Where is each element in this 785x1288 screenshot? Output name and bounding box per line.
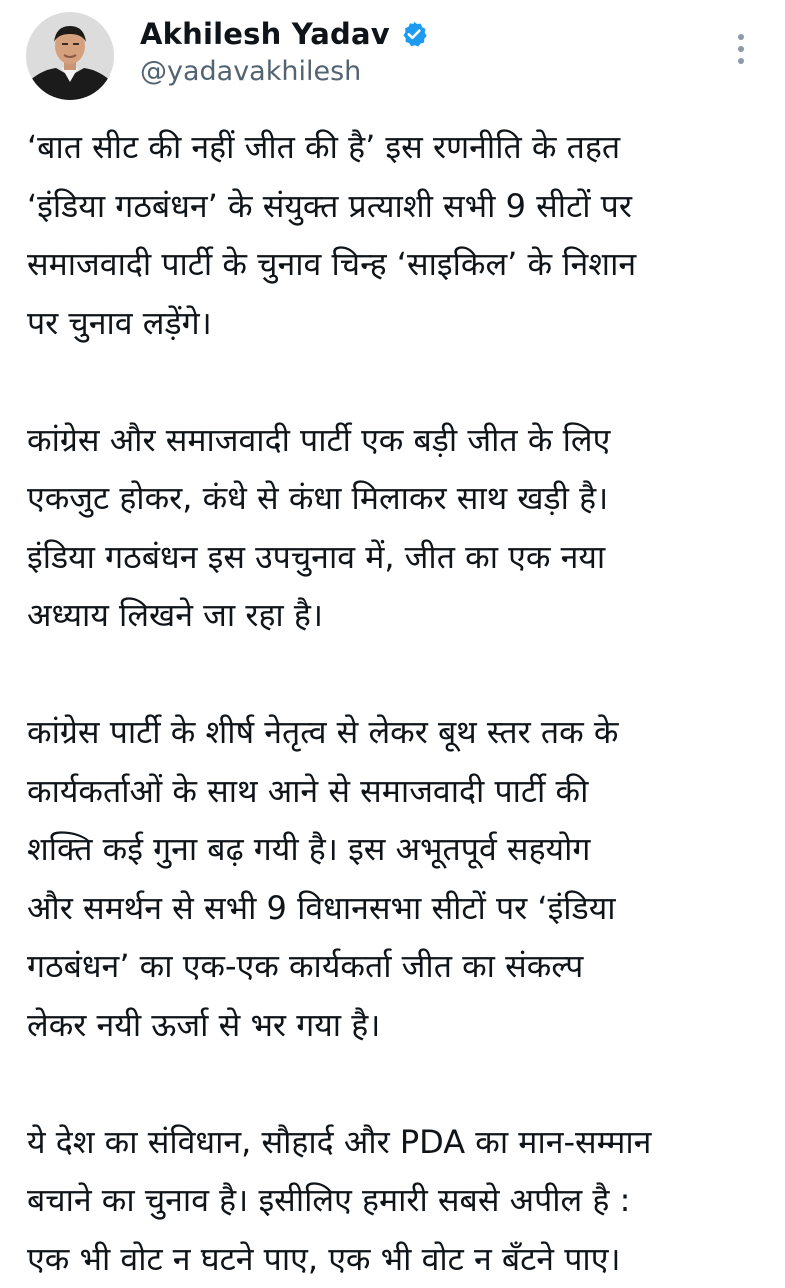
paragraph-spacer xyxy=(27,1054,767,1113)
verified-badge-icon xyxy=(400,20,428,48)
tweet-text-line: ‘बात सीट की नहीं जीत की है’ इस रणनीति के तहत xyxy=(27,118,767,177)
tweet-text-line: कार्यकर्ताओं के साथ आने से समाजवादी पार्टी की xyxy=(27,762,767,821)
tweet-text-line: एकजुट होकर, कंधे से कंधा मिलाकर साथ खड़ी है। xyxy=(27,469,767,528)
tweet-text-line: गठबंधन’ का एक-एक कार्यकर्ता जीत का संकल्प xyxy=(27,937,767,996)
avatar[interactable] xyxy=(26,12,114,100)
tweet-paragraph xyxy=(27,411,767,645)
more-vertical-icon[interactable] xyxy=(726,28,756,72)
author-handle[interactable]: @yadavakhilesh xyxy=(140,56,361,87)
tweet-text-line: कांग्रेस और समाजवादी पार्टी एक बड़ी जीत के लिए xyxy=(27,411,767,470)
tweet-text-line: कांग्रेस पार्टी के शीर्ष नेतृत्व से लेकर बूथ स्तर तक के xyxy=(27,703,767,762)
tweet-text-line: ‘इंडिया गठबंधन’ के संयुक्त प्रत्याशी सभी 9 सीटों पर xyxy=(27,177,767,236)
tweet-text xyxy=(27,118,767,1288)
tweet-header xyxy=(0,0,785,110)
author-display-name[interactable]: Akhilesh Yadav xyxy=(140,17,390,51)
tweet-paragraph xyxy=(27,703,767,1054)
author-name-row xyxy=(140,14,428,54)
avatar-image xyxy=(26,12,114,100)
tweet-text-line: शक्ति कई गुना बढ़ गयी है। इस अभूतपूर्व सहयोग xyxy=(27,820,767,879)
paragraph-spacer xyxy=(27,352,767,411)
tweet-text-line: समाजवादी पार्टी के चुनाव चिन्ह ‘साइकिल’ के निशान xyxy=(27,235,767,294)
paragraph-spacer xyxy=(27,645,767,704)
tweet-text-line: ये देश का संविधान, सौहार्द और PDA का मान-सम्मान xyxy=(27,1113,767,1172)
tweet-paragraph xyxy=(27,1113,767,1288)
tweet-text-line: और समर्थन से सभी 9 विधानसभा सीटों पर ‘इंडिया xyxy=(27,879,767,938)
tweet-text-line: अध्याय लिखने जा रहा है। xyxy=(27,586,767,645)
tweet-text-line: पर चुनाव लड़ेंगे। xyxy=(27,294,767,353)
tweet-paragraph xyxy=(27,118,767,352)
tweet-text-line: एक भी वोट न घटने पाए, एक भी वोट न बँटने पाए। xyxy=(27,1230,767,1288)
tweet-text-line: लेकर नयी ऊर्जा से भर गया है। xyxy=(27,996,767,1055)
tweet-text-line: बचाने का चुनाव है। इसीलिए हमारी सबसे अपील है : xyxy=(27,1171,767,1230)
tweet-text-line: इंडिया गठबंधन इस उपचुनाव में, जीत का एक नया xyxy=(27,528,767,587)
